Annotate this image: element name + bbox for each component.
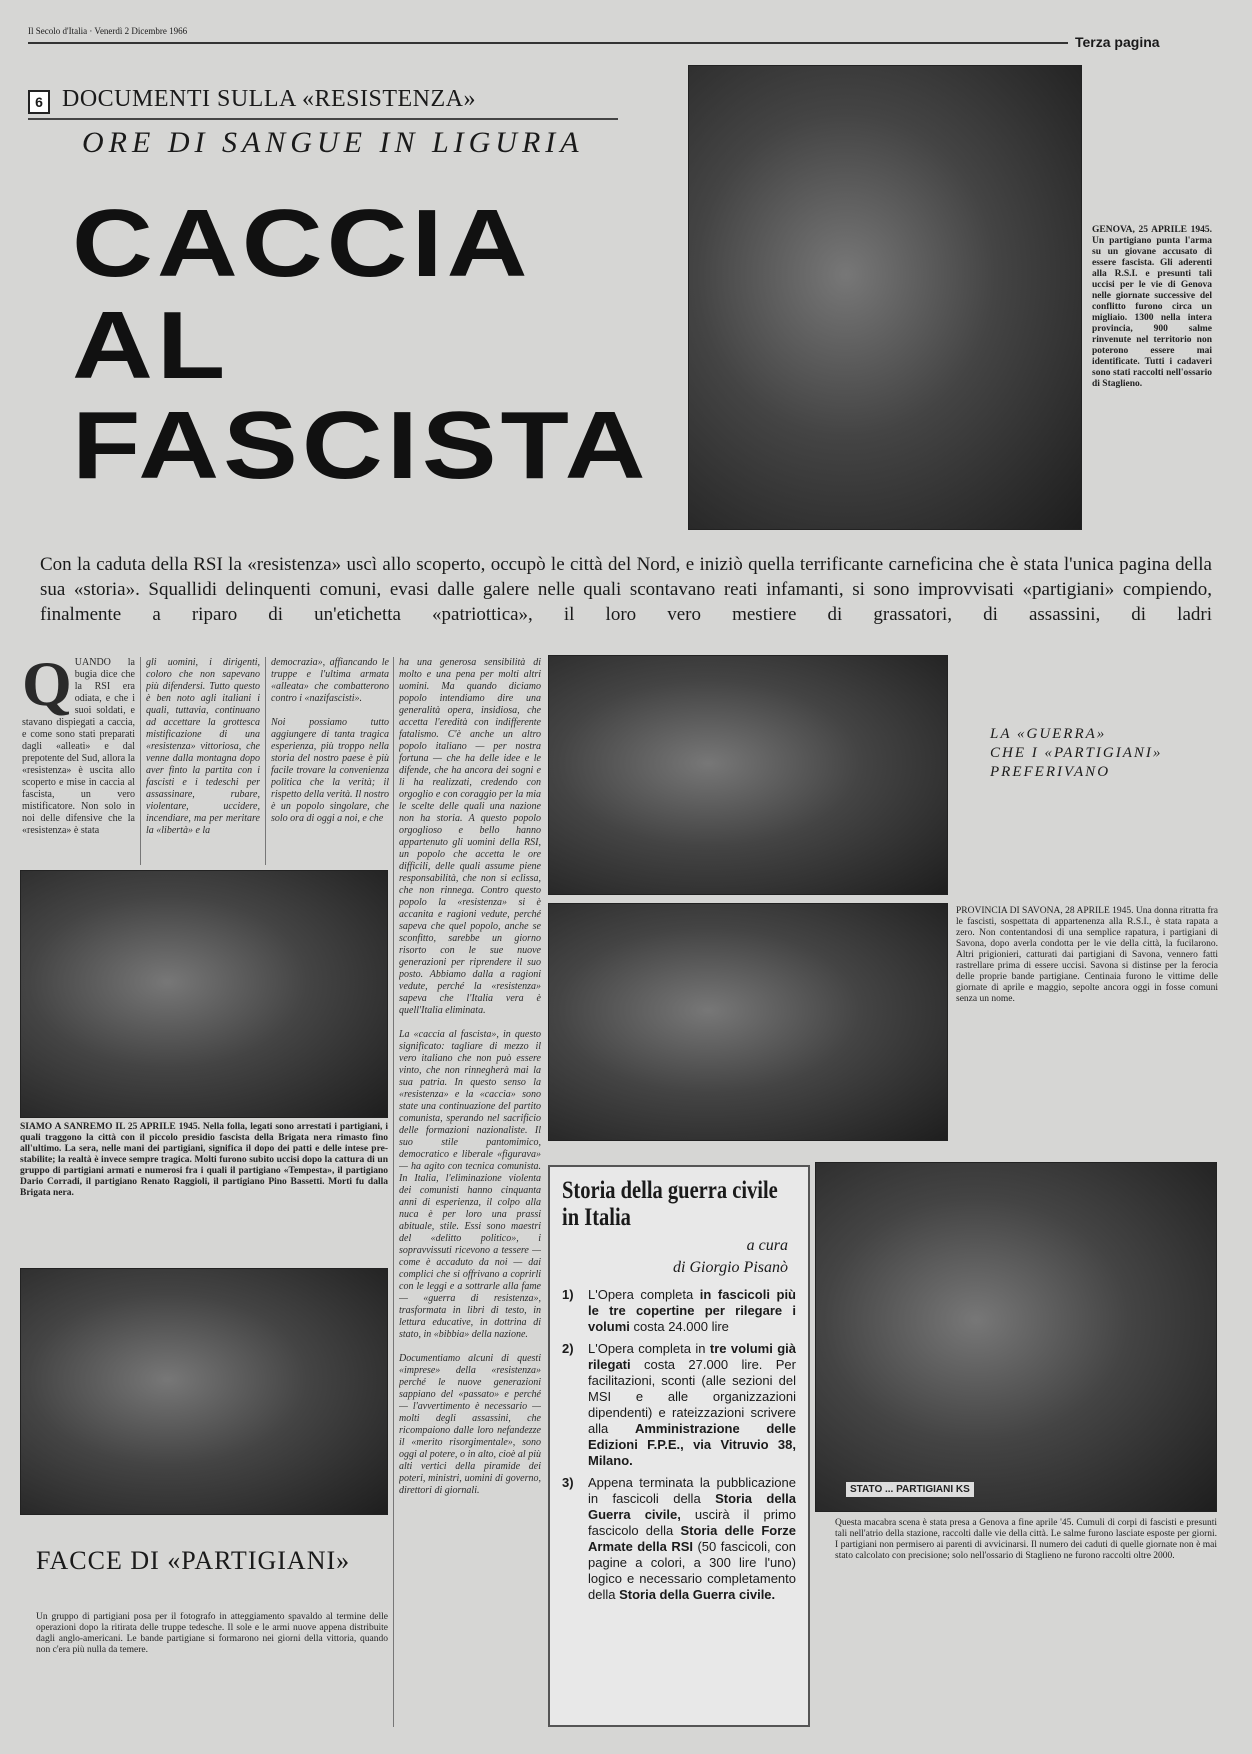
item-number: 2) — [562, 1341, 574, 1356]
facce-title: FACCE DI «PARTIGIANI» — [36, 1546, 351, 1575]
item-text: (50 fascicoli, con pagine a colori, a 300 lire l'uno) logico e necessario completamento della — [588, 1539, 796, 1602]
article-column-3: democrazia», affiancando le truppe e l'ultima armata «alleata» che combatterono contro i «nazifascisti». Noi possiamo tutto aggiungere di tanta tragica esperienza, più troppo nella storia del nostro paese è più facile trovare la convenienza politica che la verità; il rispetto della verità. Il nostro è un popolo singolare, che solo ora di oggi a noi, e che — [271, 657, 389, 824]
item-text: L'Opera completa — [588, 1287, 700, 1302]
photo-shaven-woman — [548, 655, 948, 895]
feature-title-line: PREFERIVANO — [990, 764, 1111, 780]
photo-genova-partisan — [688, 65, 1082, 530]
headline-line-1: CACCIA — [72, 190, 532, 297]
caption-genova: GENOVA, 25 APRILE 1945. Un partigiano punta l'arma su un giovane accusato di essere fascista. Gli aderenti alla R.S.I. e presunti tali uccisi per le vie di Genova nelle giornate successive del conflitto furono circa un migliaio. 1300 nella intera provincia, 900 salme rinvenute nel territorio non poterono essere mai identificate. Tutti i cadaveri sono stati raccolti nell'ossario di Staglieno. — [1092, 225, 1212, 389]
headline-line-2: AL — [72, 292, 230, 399]
column-rule — [265, 657, 266, 865]
item-bold: Storia della Guerra civile, — [588, 1491, 797, 1522]
caption-facce: Un gruppo di partigiani posa per il fotografo in atteggiamento spavaldo al termine delle operazioni dopo la ritirata delle truppe tedesche. Il sole e le armi nuove appena distribuite dagli anglo-americani. Le bande partigiane si formarono nei giorni della vittoria, quando non c'era più nulla da temere. — [36, 1612, 388, 1655]
feature-title-line: LA «GUERRA» — [990, 726, 1107, 742]
advert-byline-1: a cura — [746, 1237, 788, 1254]
item-bold: Storia della Guerra civile. — [619, 1587, 776, 1602]
column-rule — [140, 657, 141, 865]
column-rule — [393, 657, 394, 1727]
item-number: 3) — [562, 1475, 574, 1490]
masthead-dateline: Il Secolo d'Italia · Venerdì 2 Dicembre 1966 — [28, 26, 188, 36]
headline-line-3: FASCISTA — [72, 392, 650, 499]
photo-bodies-pile — [815, 1162, 1217, 1512]
photo-partisan-group — [20, 1268, 388, 1515]
article-column-4: ha una generosa sensibilità di molto e una pena per molti altri uomini. Ma quando diciamo popolo intendiamo dire una generalità opera, insidiosa, che accetta l'eredità con indifferente fatalismo. C'è anche un altro popolo italiano — per nostra fortuna — che ha delle idee e le difende, che ha ancora dei sogni e li ha realizzati, credendo con orgoglio e con coraggio per la mia le scelte delle quali una nazione non ha storia. A questo popolo orgoglioso e bello hanno appartenuto gli uomini della RSI, un popolo che accetta le ore difficili, delle quali assume piene responsabilità, che non si eclissa, che non rinnega. Contro questo popolo la «resistenza» si è accanita e ragioni vedute, perché sapeva che quel popolo, anche se sconfitto, sarebbe un giorno risorto con le sue nuove generazioni per riprendere il suo posto. Abbiamo dalla a ragioni vedute, perché la «resistenza» sapeva che l'Italia vera è quell'Italia eliminata. La «caccia al fascista», in questo significato: tagliare di mezzo il vero italiano che non può essere vinto, che non rinnegherà mai la sua patria. In questo senso la «resistenza» e la «caccia» sono state una continuazione del partito comunista, sperando nel sacrificio delle formazioni nazionaliste. Il suo stile pantomimico, democratico e liberale «figurava» — ha agito con tecnica comunista. In Italia, l'eliminazione violenta dei comunisti hanno cinquanta anni di esperienza, il colpo alla nuca è per loro una prassi abituale, stile. Essi sono maestri del «delitto politico», i sopravvissuti ricevono a tessere — come è accaduto da noi — dai complici che si offrivano a coprirli con le leggi e a sottrarle alla fame — «guerra di resistenza», trasformata in libri di testo, in lettura educative, in dottrina di stato, in «bibbia» della nazione. Documentiamo alcuni di questi «imprese» della «resistenza» perché le nuove generazioni sappiano del «passato» e perché — l'avvertimento è necessario — molti degli assassini, che ricompaiono dalle loro nefandezze il «merito risorgimentale», sono oggi al potere, o in alto, cioè al più alti vertici della piramide dei poteri, ministri, uomini di governo, direttori di giornali. — [399, 657, 541, 1496]
advert-title: Storia della guerra civile in Italia — [562, 1177, 778, 1231]
photo-prisoners-escorted — [548, 903, 948, 1141]
item-number: 1) — [562, 1287, 574, 1302]
caption-sanremo: SIAMO A SANREMO IL 25 APRILE 1945. Nella folla, legati sono arrestati i partigiani, i quali traggono la città con il piccolo presidio fascista della Brigata nera rimasto fino all'ultimo. La sera, nelle mani dei partigiani, significa il dopo dei patti e delle intese pre-stabilite; la realtà è invece sempre tragica. Molti furono subito uccisi dopo la cattura di un gruppo di partigiani armati e numerosi fra i quali il partigiano «Tempesta», il partigiano Dario Corradi, il partigiano Renato Raggioli, il partigiano Pino Bassetti. Morti fu dalla Brigata nera. — [20, 1122, 388, 1198]
item-bold: in fascicoli più le tre copertine per rilegare i volumi — [588, 1287, 796, 1334]
advert-list — [562, 1287, 796, 1603]
item-text: L'Opera completa in — [588, 1341, 710, 1356]
kicker-rule — [28, 118, 618, 120]
dropcap: Q — [22, 657, 72, 719]
article-column-1 — [22, 657, 135, 867]
photo-sign: STATO ... PARTIGIANI KS — [846, 1482, 974, 1497]
article-column-2: gli uomini, i dirigenti, coloro che non sapevano più difendersi. Tutto questo è ben noto agli italiani i quali, tuttavia, continuano ad accettare la grottesca mistificazione di una «resistenza» vittoriosa, che venne dalla montagna dopo aver finto la partita con i fascisti e i tedeschi per assassinare, rubare, violentare, uccidere, incendiare, ma per meritare la «libertà» e la — [146, 657, 260, 836]
series-number-badge: 6 — [28, 90, 50, 114]
intro-paragraph: Con la caduta della RSI la «resistenza» uscì allo scoperto, occupò le città del Nord, e iniziò quella terrificante carneficina che è stata l'unica pagina della sua «storia». Squallidi delinquenti comuni, evasi dalle galere nelle quali scontavano reati infamanti, si sono improvvisati «partigiani» compiendo, finalmente a riparo di un'etichetta «patriottica», il loro vero mestiere di grassatori, di assassini, di ladri — [40, 554, 1212, 625]
advert-item — [562, 1287, 796, 1335]
book-advert-box — [548, 1165, 810, 1727]
item-text: costa 24.000 lire — [629, 1319, 729, 1334]
caption-savona: PROVINCIA DI SAVONA, 28 APRILE 1945. Una donna ritratta fra le fascisti, sospettata di appartenenza alla R.S.I., è stata rapata a zero. Non contentandosi di una semplice rapatura, i partigiani di Savona, dopo averla condotta per le vie della città, la fucilarono. Altri prigionieri, catturati dai partigiani di Savona, vennero fatti rastrellare prima di essere uccisi. Savona si distinse per la ferocia delle proprie bande partigiane. Centinaia furono le vittime delle giornate di aprile e maggio, sepolte ancora oggi in fosse comuni senza un nome. — [956, 906, 1218, 1004]
advert-byline-2: di Giorgio Pisanò — [673, 1259, 788, 1276]
item-bold: tre volumi già rilegati — [588, 1341, 796, 1372]
advert-item — [562, 1475, 796, 1603]
item-text: Appena terminata la pubblicazione in fascicoli della — [588, 1475, 796, 1506]
header-rule — [28, 42, 1068, 44]
subtitle: ORE DI SANGUE IN LIGURIA — [82, 126, 584, 159]
feature-title — [990, 725, 1162, 782]
series-kicker: DOCUMENTI SULLA «RESISTENZA» — [62, 86, 476, 112]
photo-sanremo-crowd — [20, 870, 388, 1118]
item-bold: Amministrazione delle Edizioni F.P.E., via Vitruvio 38, Milano. — [588, 1421, 796, 1468]
item-text: uscirà il primo fascicolo della — [588, 1507, 796, 1538]
item-text: costa 27.000 lire. Per facilitazioni, sconti (alle sezioni del MSI e alle organizzazioni dipendenti) e rateizzazioni scrivere alla — [588, 1357, 796, 1436]
advert-item — [562, 1341, 796, 1469]
article-text: UANDO la bugia dice che la RSI era odiata, e che i suoi soldati, e stavano dispiegati a caccia, e come sono stati preparati dagli «alleati» e dal prepotente del Sud, allora la «resistenza» è uscita allo scoperto e mise in caccia al fascista, un vero mistificatore. Non solo in noi delle difensive che la «resistenza» è stata — [22, 657, 135, 836]
caption-bottom-right: Questa macabra scena è stata presa a Genova a fine aprile '45. Cumuli di corpi di fascisti e presunti tali nell'atrio della stazione, raccolti dalle vie della città. Le salme furono lasciate esposte per giorni. I partigiani non permisero ai parenti di avvicinarsi. Il numero dei caduti di quelle giornate non è mai stato calcolato con precisione; solo nell'ossario di Staglieno ne furono raccolti oltre 2000. — [835, 1518, 1217, 1561]
feature-title-line: CHE I «PARTIGIANI» — [990, 745, 1163, 761]
section-label: Terza pagina — [1075, 34, 1160, 50]
item-bold: Storia delle Forze Armate della RSI — [588, 1523, 796, 1554]
